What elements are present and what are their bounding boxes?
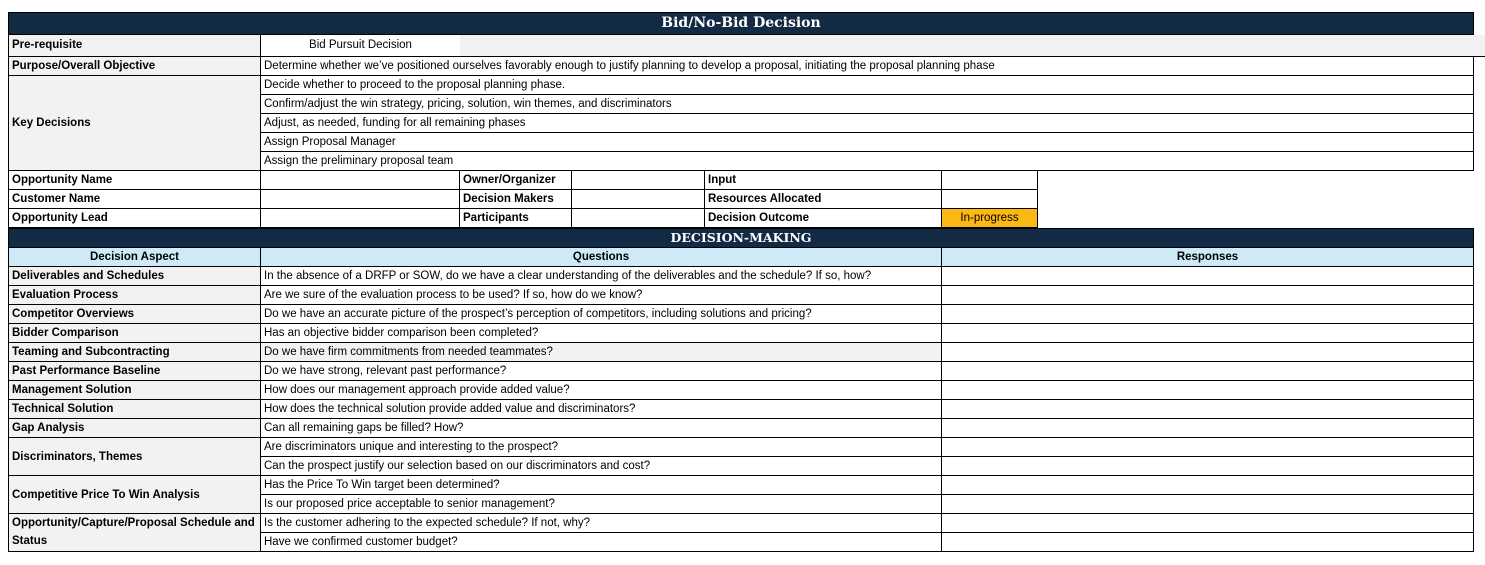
- question-cell: Can the prospect justify our selection based on our discriminators and cost?: [261, 457, 942, 476]
- column-header-questions: Questions: [261, 248, 942, 267]
- aspect-label: Competitor Overviews: [8, 305, 261, 324]
- table-row: [8, 305, 1474, 324]
- question-cell: Have we confirmed customer budget?: [261, 533, 942, 552]
- purpose-label: Purpose/Overall Objective: [8, 57, 261, 76]
- response-field[interactable]: [942, 267, 1474, 286]
- response-field[interactable]: [942, 457, 1474, 476]
- response-field[interactable]: [942, 400, 1474, 419]
- table-row: [8, 381, 1474, 400]
- table-row: [8, 324, 1474, 343]
- key-decisions-group: [8, 76, 1474, 171]
- question-cell: How does our management approach provide added value?: [261, 381, 942, 400]
- info-row-opportunity: [8, 171, 1474, 190]
- key-decision-item[interactable]: Assign the preliminary proposal team: [261, 152, 1474, 171]
- resources-allocated-field[interactable]: [942, 190, 1038, 209]
- key-decision-item[interactable]: Adjust, as needed, funding for all remaining phases: [261, 114, 1474, 133]
- question-cell: Do we have firm commitments from needed teammates?: [261, 343, 942, 362]
- aspect-label: Evaluation Process: [8, 286, 261, 305]
- key-decision-item[interactable]: Decide whether to proceed to the proposal planning phase.: [261, 76, 1474, 95]
- customer-name-field[interactable]: [261, 190, 460, 209]
- bid-no-bid-sheet: [8, 12, 1474, 552]
- info-row-customer: [8, 190, 1474, 209]
- aspect-label: Competitive Price To Win Analysis: [8, 476, 261, 514]
- response-field[interactable]: [942, 305, 1474, 324]
- column-header-aspect: Decision Aspect: [8, 248, 261, 267]
- question-cell: Do we have strong, relevant past performance?: [261, 362, 942, 381]
- table-row: [8, 286, 1474, 305]
- table-row-group: [8, 514, 1474, 552]
- question-cell: Are we sure of the evaluation process to be used? If so, how do we know?: [261, 286, 942, 305]
- response-field[interactable]: [942, 533, 1474, 552]
- owner-organizer-field[interactable]: [572, 171, 705, 190]
- question-cell: Can all remaining gaps be filled? How?: [261, 419, 942, 438]
- purpose-row: [8, 57, 1474, 76]
- question-cell: Is our proposed price acceptable to senior management?: [261, 495, 942, 514]
- response-field[interactable]: [942, 286, 1474, 305]
- response-field[interactable]: [942, 495, 1474, 514]
- question-cell: Is the customer adhering to the expected schedule? If not, why?: [261, 514, 942, 533]
- aspect-label: Bidder Comparison: [8, 324, 261, 343]
- resources-allocated-label: Resources Allocated: [705, 190, 942, 209]
- opportunity-lead-field[interactable]: [261, 209, 460, 228]
- response-field[interactable]: [942, 419, 1474, 438]
- table-row: [8, 267, 1474, 286]
- key-decision-item[interactable]: Confirm/adjust the win strategy, pricing, solution, win themes, and discriminators: [261, 95, 1474, 114]
- purpose-value[interactable]: Determine whether we’ve positioned ourselves favorably enough to justify planning to develop a proposal, initiating the proposal planning phase: [261, 57, 1474, 76]
- question-cell: In the absence of a DRFP or SOW, do we have a clear understanding of the deliverables and the schedule? If so, how?: [261, 267, 942, 286]
- participants-label: Participants: [460, 209, 572, 228]
- table-row: [8, 419, 1474, 438]
- question-cell: Do we have an accurate picture of the prospect’s perception of competitors, including solutions and pricing?: [261, 305, 942, 324]
- prerequisite-value[interactable]: Bid Pursuit Decision: [261, 35, 460, 57]
- decision-outcome-status[interactable]: In-progress: [942, 209, 1038, 228]
- table-row: [8, 400, 1474, 419]
- aspect-label: Gap Analysis: [8, 419, 261, 438]
- prerequisite-fill: [460, 35, 1485, 57]
- info-row-lead: [8, 209, 1474, 228]
- table-row-group: [8, 476, 1474, 514]
- question-cell: Has the Price To Win target been determined?: [261, 476, 942, 495]
- aspect-label: Teaming and Subcontracting: [8, 343, 261, 362]
- response-field[interactable]: [942, 324, 1474, 343]
- response-field[interactable]: [942, 362, 1474, 381]
- response-field[interactable]: [942, 476, 1474, 495]
- input-label: Input: [705, 171, 942, 190]
- response-field[interactable]: [942, 343, 1474, 362]
- decision-making-header: DECISION-MAKING: [8, 228, 1474, 248]
- opportunity-name-field[interactable]: [261, 171, 460, 190]
- key-decision-item[interactable]: Assign Proposal Manager: [261, 133, 1474, 152]
- owner-organizer-label: Owner/Organizer: [460, 171, 572, 190]
- response-field[interactable]: [942, 381, 1474, 400]
- prerequisite-label: Pre-requisite: [8, 35, 261, 57]
- input-field[interactable]: [942, 171, 1038, 190]
- table-row: [8, 362, 1474, 381]
- aspect-label: Deliverables and Schedules: [8, 267, 261, 286]
- column-header-responses: Responses: [942, 248, 1474, 267]
- response-field[interactable]: [942, 514, 1474, 533]
- decision-makers-label: Decision Makers: [460, 190, 572, 209]
- opportunity-lead-label: Opportunity Lead: [8, 209, 261, 228]
- aspect-label: Management Solution: [8, 381, 261, 400]
- prerequisite-row: [8, 35, 1474, 57]
- aspect-label: Discriminators, Themes: [8, 438, 261, 476]
- participants-field[interactable]: [572, 209, 705, 228]
- opportunity-name-label: Opportunity Name: [8, 171, 261, 190]
- aspect-label: Opportunity/Capture/Proposal Schedule and Status: [8, 514, 261, 552]
- decision-makers-field[interactable]: [572, 190, 705, 209]
- table-row: [8, 343, 1474, 362]
- aspect-label: Technical Solution: [8, 400, 261, 419]
- aspect-label: Past Performance Baseline: [8, 362, 261, 381]
- customer-name-label: Customer Name: [8, 190, 261, 209]
- column-headers: [8, 248, 1474, 267]
- response-field[interactable]: [942, 438, 1474, 457]
- page-title: Bid/No-Bid Decision: [8, 12, 1474, 35]
- key-decisions-label: Key Decisions: [8, 76, 261, 171]
- question-cell: Are discriminators unique and interesting to the prospect?: [261, 438, 942, 457]
- table-row-group: [8, 438, 1474, 476]
- question-cell: Has an objective bidder comparison been completed?: [261, 324, 942, 343]
- decision-outcome-label: Decision Outcome: [705, 209, 942, 228]
- question-cell: How does the technical solution provide added value and discriminators?: [261, 400, 942, 419]
